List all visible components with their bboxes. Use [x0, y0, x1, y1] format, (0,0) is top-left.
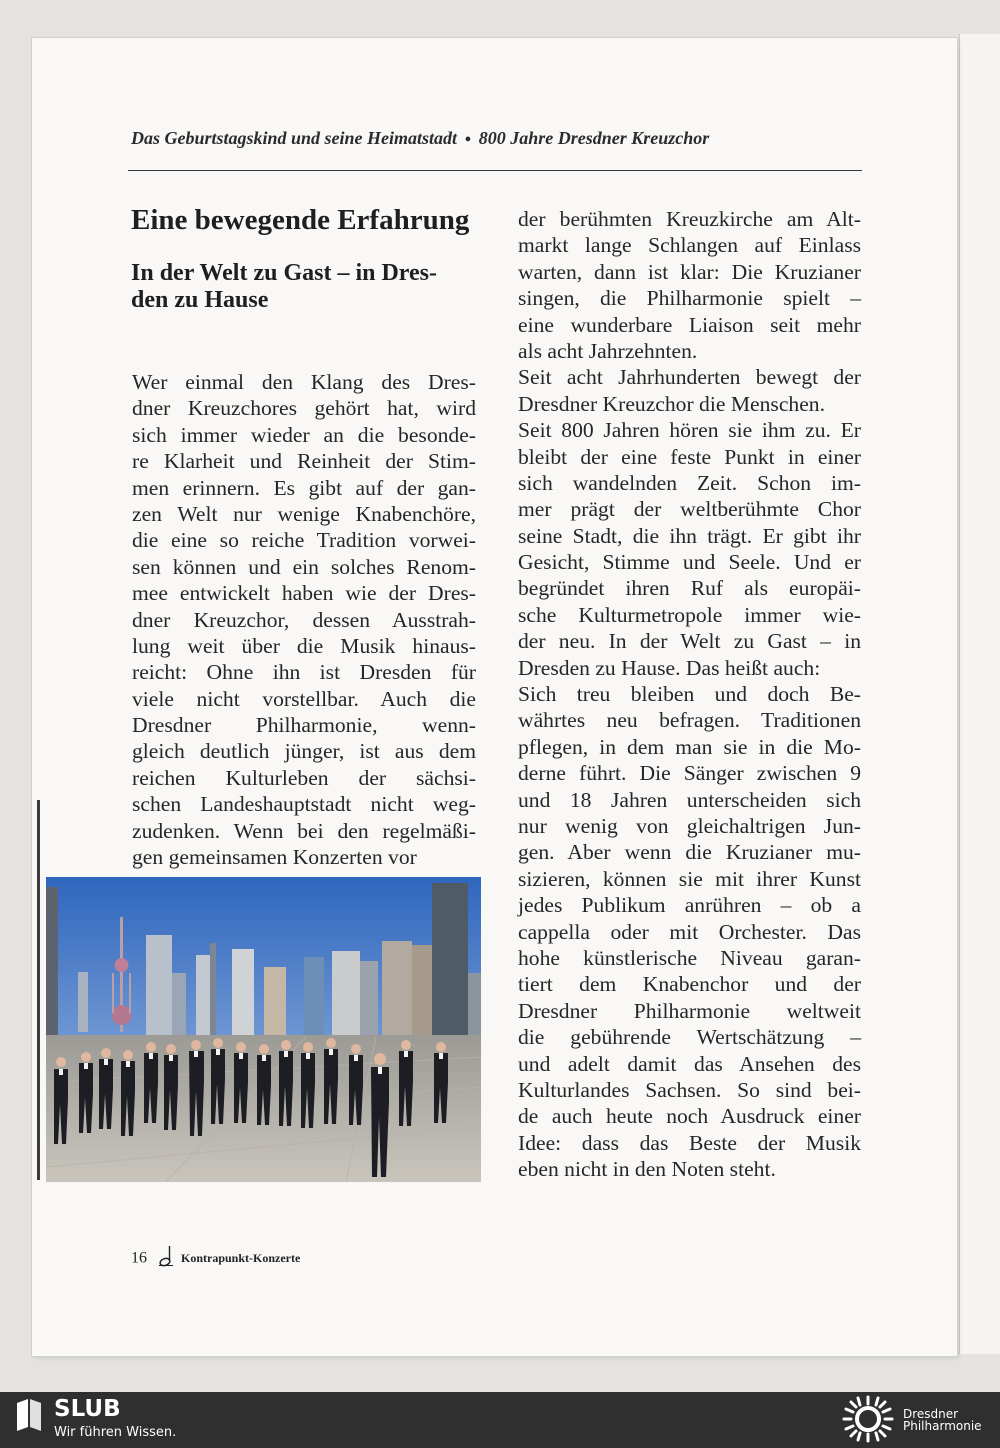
text-line: sich immer wieder an die besonde- [132, 422, 476, 447]
text-line: jedes Publikum anrühren – ob a [518, 893, 861, 918]
text-line: de auch heute noch Ausdruck einer [518, 1104, 861, 1129]
text-line: Seit acht Jahrhunderten bewegt der [518, 365, 861, 390]
text-line: Sich treu bleiben und doch Be- [518, 682, 861, 707]
text-line: sche Kulturmetropole immer wie- [518, 602, 861, 627]
text-line: Wer einmal den Klang des Dres- [132, 370, 476, 394]
text-line: schen Landeshauptstadt nicht weg- [132, 792, 476, 817]
text-line: die eine so reiche Tradition vorwei- [132, 528, 476, 553]
text-line: begründet ihren Ruf als europäi- [518, 576, 861, 601]
choir-photo [46, 877, 481, 1182]
philharmonie-sunburst-icon[interactable] [842, 1395, 894, 1448]
text-line: Dresden zu Hause. Das heißt auch: [518, 655, 821, 680]
text-line: reicht: Ohne ihn ist Dresden für [132, 660, 476, 685]
text-line: zen Welt nur wenige Knabenchöre, [132, 501, 476, 526]
text-line: re Klarheit und Reinheit der Stim- [132, 449, 476, 474]
header-rule [128, 170, 862, 171]
text-line: und adelt damit das Ansehen des [518, 1051, 861, 1076]
text-line: markt lange Schlangen auf Einlass [518, 233, 861, 258]
running-head-left: Das Geburtstagskind und seine Heimatstadt [131, 128, 458, 148]
subtitle-line: den zu Hause [131, 287, 269, 313]
text-line: gen gemeinsamen Konzerten vor [132, 845, 417, 870]
text-line: dner Kreuzchor, dessen Ausstrah- [132, 607, 476, 632]
article-title: Eine bewegende Erfahrung [131, 204, 470, 236]
text-line: dner Kreuzchores gehört hat, wird [132, 396, 476, 421]
partner-name[interactable] [903, 1408, 982, 1432]
text-line: sich wandelnden Zeit. Schon im- [518, 470, 861, 495]
text-line: cappella oder mit Orchester. Das [518, 919, 861, 944]
text-line: mee entwickelt haben wie der Dres- [132, 581, 476, 606]
text-line: tiert dem Knabenchor und der [518, 972, 861, 997]
text-line: seine Stadt, die ihn trägt. Er gibt ihr [518, 523, 861, 548]
partner-name-line2: Philharmonie [903, 1419, 982, 1433]
text-line: singen, die Philharmonie spielt – [518, 286, 861, 311]
text-line: als acht Jahrzehnten. [518, 338, 698, 363]
text-line: Kulturlandes Sachsen. So sind bei- [518, 1077, 861, 1102]
text-line: währtes neu befragen. Traditionen [518, 708, 861, 733]
subtitle-line: In der Welt zu Gast – in Dres- [131, 260, 438, 286]
right-text-column [518, 206, 861, 1182]
running-head [131, 128, 831, 149]
text-line: die gebührende Wertschätzung – [518, 1025, 861, 1050]
partner-name-line1: Dresdner [903, 1407, 959, 1421]
text-line: Idee: dass das Beste der Musik [518, 1130, 861, 1155]
text-line: warten, dann ist klar: Die Kruzianer [518, 259, 861, 284]
text-line: lung weit über die Musik hinaus- [132, 633, 476, 658]
text-line: derne führt. Die Sänger zwischen 9 [518, 761, 861, 786]
text-line: Dresdner Philharmonie weltweit [518, 998, 861, 1023]
text-line: hohe künstlerische Niveau garan- [518, 945, 861, 970]
text-line: Gesicht, Stimme und Seele. Und er [518, 550, 861, 575]
text-line: gleich deutlich jünger, ist aus dem [132, 739, 476, 764]
text-line: Dresdner Kreuzchor die Menschen. [518, 391, 825, 416]
page-number: 16 [131, 1249, 147, 1267]
text-line: sizieren, können sie mit ihrer Kunst [518, 866, 861, 891]
library-name[interactable]: SLUB [54, 1396, 121, 1422]
text-line: und 18 Jahren unterscheiden sich [518, 787, 861, 812]
text-line: gen. Aber wenn die Kruzianer mu- [518, 840, 861, 865]
text-line: pflegen, in dem man sie in die Mo- [518, 734, 861, 759]
running-head-bullet: ● [464, 133, 472, 145]
text-line: nur wenig von gleichaltrigen Jun- [518, 813, 861, 838]
photo-edge-shadow [37, 800, 40, 1180]
text-line: reichen Kulturleben der sächsi- [132, 765, 476, 790]
text-line: sen können und ein solches Renom- [132, 554, 476, 579]
library-tagline: Wir führen Wissen. [54, 1425, 177, 1440]
page-footer [131, 1245, 300, 1267]
text-line: Dresdner Philharmonie, wenn- [132, 713, 476, 738]
facing-page-edge [959, 34, 1000, 1354]
text-line: eben nicht in den Noten steht. [518, 1157, 776, 1182]
half-note-icon [159, 1245, 173, 1272]
text-line: der berühmten Kreuzkirche am Alt- [518, 207, 861, 231]
text-line: bleibt der eine feste Punkt in einer [518, 444, 861, 469]
text-line: der neu. In der Welt zu Gast – in [518, 629, 861, 654]
text-line: eine wunderbare Liaison seit mehr [518, 312, 861, 337]
series-name: Kontrapunkt-Konzerte [181, 1251, 301, 1265]
text-line: mer prägt der weltberühmte Chor [518, 497, 861, 522]
article-subtitle [131, 260, 479, 314]
slub-book-icon[interactable] [14, 1397, 44, 1440]
running-head-right: 800 Jahre Dresdner Kreuzchor [478, 128, 710, 148]
text-line: viele nicht vorstellbar. Auch die [132, 686, 476, 711]
text-line: Seit 800 Jahren hören sie ihm zu. Er [518, 418, 861, 443]
text-line: zudenken. Wenn bei den regelmäßi- [132, 818, 476, 843]
text-line: men erinnern. Es gibt auf der gan- [132, 475, 476, 500]
left-text-column [132, 369, 476, 870]
